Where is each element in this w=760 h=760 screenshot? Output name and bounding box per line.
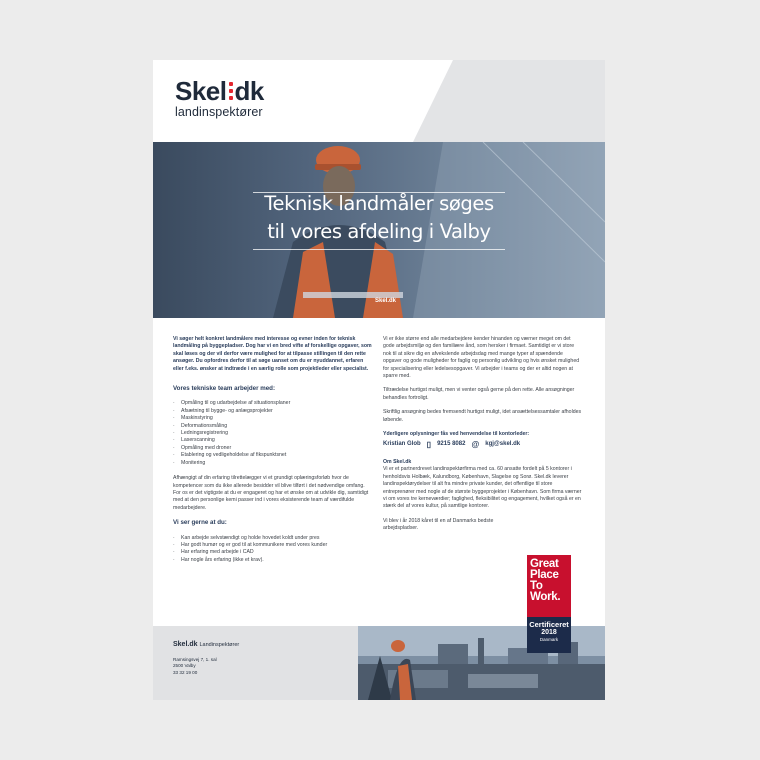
footer-brand (173, 642, 239, 648)
team-list (173, 400, 373, 467)
list-item: · Opmåling med droner (173, 445, 373, 452)
list-item: · Deformationsmåling (173, 423, 373, 430)
list-item: · Har godt humør og er god til at kommunikere med vores kunder (173, 542, 373, 549)
badge-certified: Certificeret (529, 620, 569, 629)
list-item: · Har nogle års erfaring (ikke et krav). (173, 557, 373, 564)
list-item: · Afsætning til bygge- og anlægsprojekter (173, 408, 373, 415)
right-column (383, 336, 583, 540)
company-logo (175, 78, 264, 119)
footer-phone: 33 32 19 00 (173, 669, 198, 675)
list-item: · Monitering (173, 460, 373, 467)
badge-certification (527, 617, 571, 653)
about-heading: Om Skel.dk (383, 458, 412, 465)
application-paragraph: Skriftlig ansøgning bedes fremsendt hurtigst muligt, idet ansættelsessamtaler afholdes løbende. (383, 409, 582, 423)
contact-name: Kristian Glob (383, 441, 421, 448)
training-paragraph: Afhængigt af din erfaring tilrettelægger vi et grundigt oplæringsforløb hvor de kompetencer som du ikke allerede besidder vil blive tilført i det nødvendige omfang. For os er det vigtigste at du er engageret og har et ønske om at udvikle dig, samtidigt med at den personlige kemi passer ind i vores eksisterende team af værdifulde medarbejdere. (173, 475, 369, 511)
badge-year: 2018 (541, 629, 557, 636)
list-item: · Etablering og vedligeholdelse af fikspunktsnet (173, 452, 373, 459)
list-item: · Maskinstyring (173, 415, 373, 422)
contact-email[interactable]: kgj@skel.dk (485, 441, 521, 448)
list-item: · Laserscanning (173, 437, 373, 444)
start-paragraph: Tiltrædelse hurtigst muligt, men vi venter også gerne på den rette. Alle ansøgninger behandles fortroligt. (383, 387, 575, 401)
award-paragraph: Vi blev i år 2018 kåret til en af Danmarks bedste arbejdspladser. (383, 517, 494, 532)
badge-line4: Work. (530, 591, 561, 603)
badge-line3: To (530, 580, 543, 592)
logo-text-left: Skel (175, 76, 227, 106)
job-title-line2: til vores afdeling i Valby (267, 220, 491, 243)
contact-phone[interactable]: 9215 8082 (437, 441, 466, 448)
culture-paragraph: Vi er ikke større end alle medarbejdere kender hinanden og værner meget om det gode arbejdsmiljø og den familiære ånd, som hersker i firmaet. Samtidigt er vi store nok til at sikre dig en afvekslende arbejdsdag med mange typer af spændende opgaver og gode muligheder for faglig og personlig udvikling og hvis ønsket mulighed for specialisering eller ledelsesopgaver. Vi arbejder i teams og der er altid nogen at sparre med. (383, 336, 580, 380)
contact-line (383, 441, 583, 448)
wish-heading: Vi ser gerne at du: (173, 519, 227, 527)
great-place-to-work-badge (527, 555, 571, 653)
list-item: · Har erfaring med arbejde i CAD (173, 549, 373, 556)
badge-country: Danmark (539, 637, 559, 642)
footer-address-line1: Ramsingsvej 7, 1. sal (173, 657, 217, 663)
wish-list (173, 535, 373, 565)
footer-info (173, 642, 239, 676)
about-paragraph: Vi er et partnerdrevet landinspektørfirma med ca. 60 ansatte fordelt på 5 kontorer i henholdsvis Holbæk, Kalundborg, København, Slagelse og Sorø. Skel.dk leverer landinspektørydelser til alt fra mindre private kunder, det offentlige til store entreprenører med nogle af de største byggeprojekter i København. Som firma værner vi om vores tre kerneværdier; faglighed, fleksibilitet og engagement, hvilket også er en stærk del af vores kultur, på samtlige kontorer. (383, 466, 582, 510)
logo-dots-icon (229, 82, 233, 100)
vest-logo: Skel.dk (375, 298, 397, 304)
list-item: · Kan arbejde selvstændigt og holde hovedet koldt under pres (173, 535, 373, 542)
header (153, 60, 605, 142)
badge-line2: Place (530, 569, 559, 581)
phone-icon: ▯ (426, 440, 432, 450)
job-title-line1: Teknisk landmåler søges (264, 192, 494, 215)
list-item: · Ledningsregistrering (173, 430, 373, 437)
at-icon: @ (471, 440, 480, 450)
intro-paragraph: Vi søger helt konkret landmålere med interesse og evner inden for teknisk landmåling på byggepladser. Dog har vi en bred vifte af forskellige opgaver, som skal løses og der vil derfor være mulighed for at tilpasse stillingen til den rette ansøger. Du opfordres derfor til at søge uanset om du er nyuddannet, erfaren eller f.eks. ønsker at indtræde i en særlig rolle som projektleder eller specialist. (173, 336, 372, 372)
job-title (253, 190, 505, 246)
team-heading: Vores tekniske team arbejder med: (173, 385, 276, 393)
footer-address-line2: 2500 Valby (173, 663, 196, 669)
logo-text-right: dk (234, 76, 264, 106)
footer-brand-sub: Landinspektører (199, 642, 240, 648)
logo-subtitle: landinspektører (175, 105, 263, 119)
hero-banner (153, 142, 605, 318)
list-item: · Opmåling til og udarbejdelse af situationsplaner (173, 400, 373, 407)
left-column (173, 336, 373, 572)
badge-line1: Great (530, 558, 559, 570)
hero-rule-bottom (253, 249, 505, 250)
job-ad-sheet (153, 60, 605, 700)
contact-heading: Yderligere oplysninger fås ved henvendelse til kontorleder: (383, 431, 530, 438)
footer-brand-name: Skel.dk (173, 641, 198, 648)
